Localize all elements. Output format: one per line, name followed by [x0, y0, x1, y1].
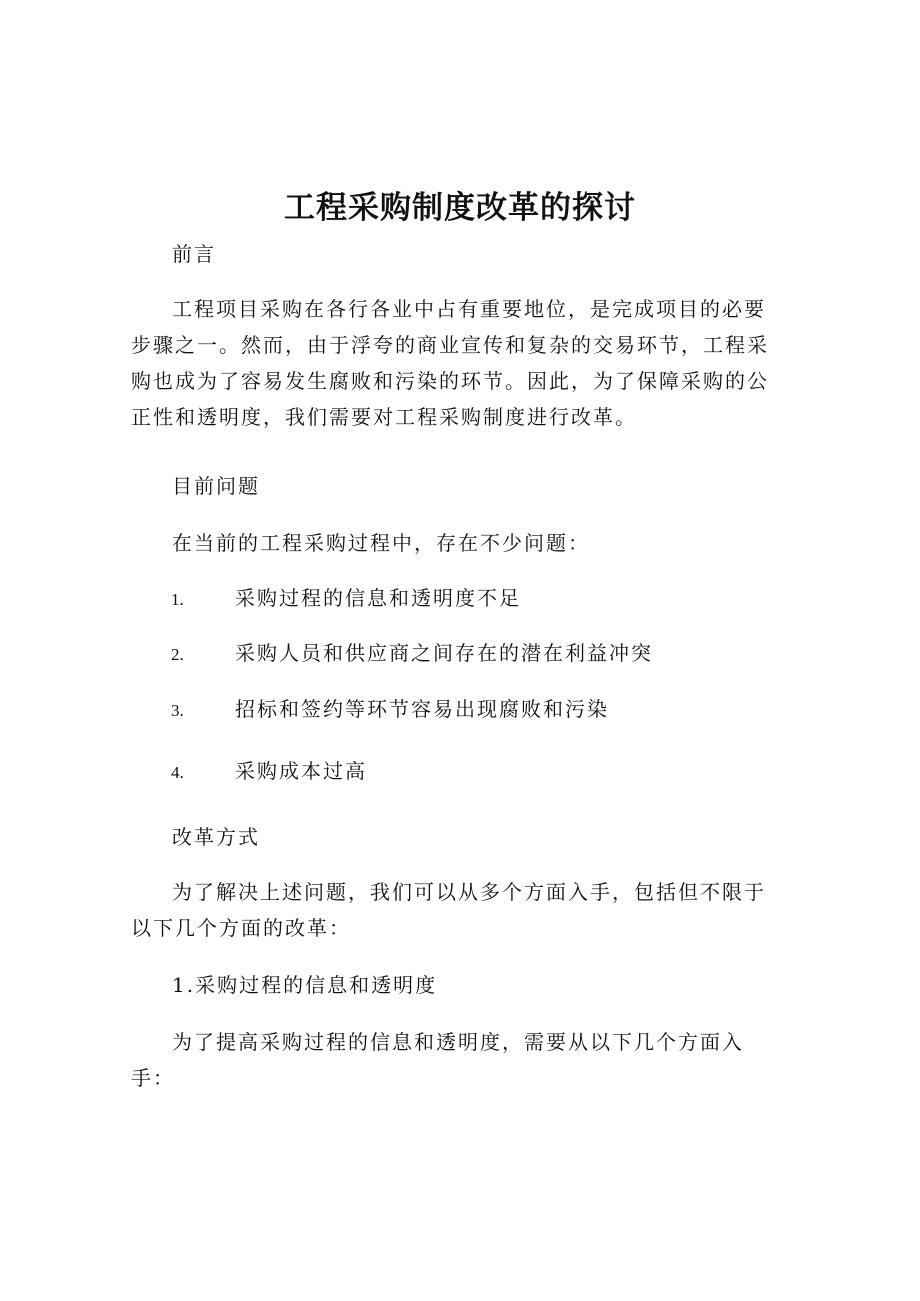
list-item: 采购人员和供应商之间存在的潜在利益冲突 — [235, 641, 653, 665]
heading-reform: 改革方式 — [172, 825, 260, 849]
list-number: 1. — [171, 590, 184, 609]
heading-problems: 目前问题 — [172, 474, 260, 498]
preface-paragraph: 工程项目采购在各行各业中占有重要地位，是完成项目的必要步骤之一。然而，由于浮夸的商业宣传和复杂的交易环节，工程采购也成为了容易发生腐败和污染的环节。因此，为了保障采购的公正性和透明度，我们需要对工程采购制度进行改革。 — [131, 297, 769, 429]
list-item: 采购成本过高 — [235, 759, 367, 783]
list-number: 4. — [171, 763, 184, 782]
problems-intro: 在当前的工程采购过程中，存在不少问题： — [172, 531, 590, 555]
list-number: 2. — [171, 645, 184, 664]
subheading-1: 1.采购过程的信息和透明度 — [172, 973, 438, 997]
list-item: 招标和签约等环节容易出现腐败和污染 — [235, 697, 609, 721]
document-title: 工程采购制度改革的探讨 — [284, 190, 636, 226]
sub1-intro: 为了提高采购过程的信息和透明度，需要从以下几个方面入手： — [131, 1030, 744, 1090]
heading-preface: 前言 — [172, 242, 216, 266]
reform-intro: 为了解决上述问题，我们可以从多个方面入手，包括但不限于以下几个方面的改革： — [131, 880, 766, 940]
list-number: 3. — [171, 701, 184, 720]
list-item: 采购过程的信息和透明度不足 — [235, 586, 521, 610]
